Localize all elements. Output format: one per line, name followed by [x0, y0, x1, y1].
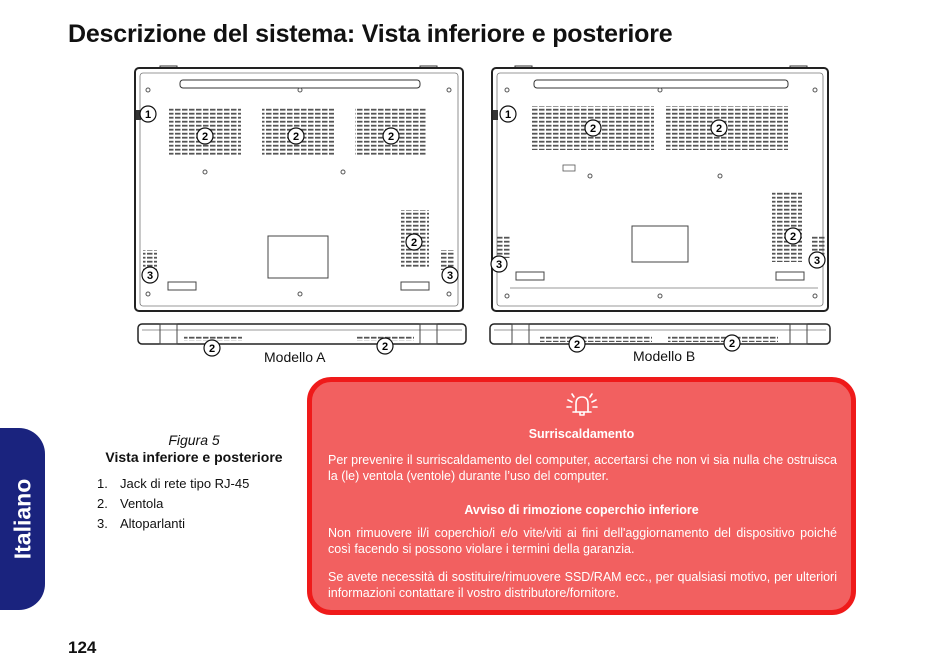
warning-heading-overheating: Surriscaldamento [528, 427, 635, 441]
svg-text:2: 2 [589, 123, 597, 135]
callout-2 [204, 340, 220, 356]
svg-text:3: 3 [146, 270, 154, 282]
callout-2 [383, 128, 399, 144]
svg-text:2: 2 [292, 131, 300, 143]
callout-2 [711, 120, 727, 136]
overheating-warning-box [307, 377, 856, 615]
callout-3 [809, 252, 825, 268]
warning-text-contact: Se avete necessità di sostituire/rimuovere SSD/RAM ecc., per qualsiasi motivo, per ulteriori informazioni contattare il vostro distributore/fornitore. [328, 570, 837, 600]
callout-2 [197, 128, 213, 144]
figure-legend-list [97, 474, 249, 534]
figure-title: Vista inferiore e posteriore [105, 449, 283, 465]
model-a-rear-view [138, 324, 466, 344]
model-a-bottom-view [135, 66, 463, 311]
svg-text:3: 3 [813, 255, 821, 267]
model-b-rear-view [490, 324, 830, 344]
svg-text:2: 2 [381, 341, 389, 353]
callout-1 [140, 106, 156, 122]
warning-text-overheating: Per prevenire il surriscaldamento del computer, accertarsi che non vi sia nulla che ostruisca la (le) ventola (ventole) durante l’uso del computer. [328, 453, 837, 483]
svg-text:2: 2 [789, 231, 797, 243]
svg-text:2: 2 [715, 123, 723, 135]
svg-text:2: 2 [410, 237, 418, 249]
callout-3 [491, 256, 507, 272]
model-a-label: Modello A [264, 349, 326, 365]
warning-heading-cover-removal: Avviso di rimozione coperchio inferiore [464, 503, 699, 517]
list-item: 2. Ventola [97, 496, 164, 511]
callout-2 [724, 335, 740, 351]
svg-text:2: 2 [573, 339, 581, 351]
language-side-tab [0, 428, 45, 610]
svg-text:1: 1 [144, 109, 152, 121]
page-number: 124 [68, 638, 97, 657]
list-item: 3. Altoparlanti [97, 516, 186, 531]
callout-2 [288, 128, 304, 144]
callout-2 [406, 234, 422, 250]
svg-text:2: 2 [201, 131, 209, 143]
svg-text:2: 2 [208, 343, 216, 355]
list-item: 1. Jack di rete tipo RJ-45 [97, 476, 250, 491]
warning-text-cover-removal: Non rimuovere il/i coperchio/i e/o vite/viti ai fini dell'aggiornamento del dispositivo poiché così facendo si possono violare i termini della garanzia. [328, 526, 837, 556]
svg-text:3: 3 [446, 270, 454, 282]
svg-text:2: 2 [728, 338, 736, 350]
model-b-bottom-view [492, 66, 828, 311]
alert-bell-icon [565, 392, 599, 418]
callout-2 [785, 228, 801, 244]
figure-caption [95, 432, 293, 466]
svg-text:1: 1 [504, 109, 512, 121]
figure-number: Figura 5 [168, 432, 220, 448]
callout-2 [569, 336, 585, 352]
callout-2 [377, 338, 393, 354]
callout-2 [585, 120, 601, 136]
model-b-label: Modello B [633, 348, 696, 364]
page-title: Descrizione del sistema: Vista inferiore e posteriore [68, 20, 673, 48]
side-tab-label: Italiano [9, 478, 35, 560]
callout-1 [500, 106, 516, 122]
svg-text:2: 2 [387, 131, 395, 143]
callout-3 [142, 267, 158, 283]
svg-text:3: 3 [495, 259, 503, 271]
callout-3 [442, 267, 458, 283]
